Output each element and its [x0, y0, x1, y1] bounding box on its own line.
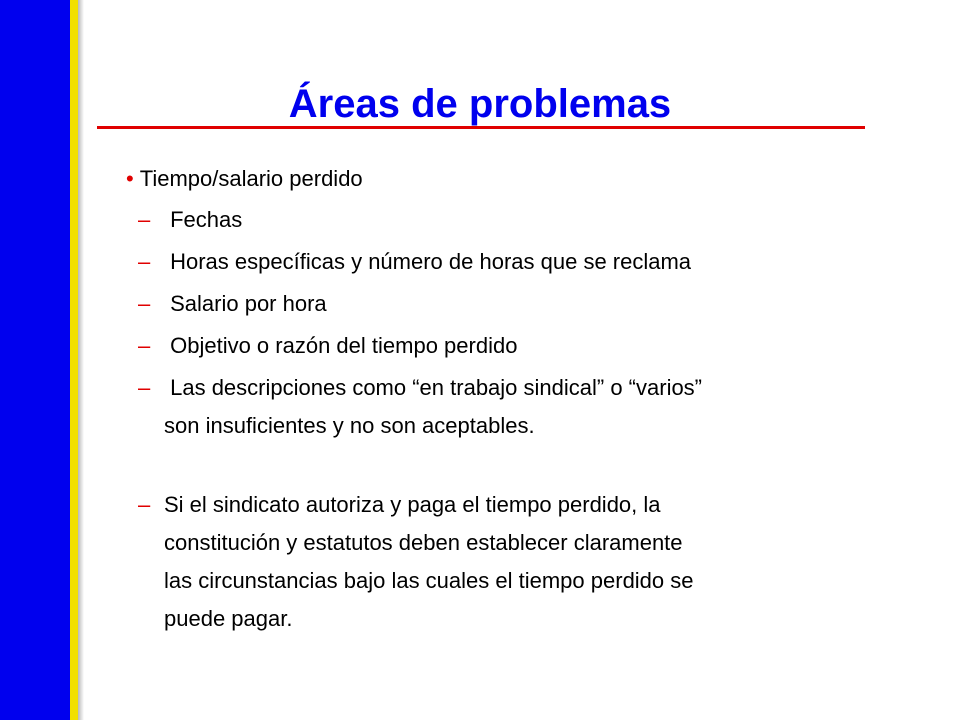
sub-item-objetivo [138, 327, 517, 365]
main-bullet [126, 164, 363, 194]
slide-title: Áreas de problemas [288, 82, 672, 126]
sub-item-line: puede pagar. [164, 606, 293, 631]
sub-item-descripciones [138, 369, 702, 445]
sub-item-text: Salario por hora [164, 291, 327, 316]
dash-marker: – [138, 492, 151, 517]
dash-marker: – [138, 375, 151, 400]
sub-item-text: Si el sindicato autoriza y paga el tiempo perdido, la [164, 492, 661, 517]
sub-item-line: las circunstancias bajo las cuales el tiempo perdido se [164, 568, 694, 593]
left-yellow-stripe [70, 0, 78, 720]
title-underline [97, 126, 865, 129]
sub-item-sindicato [138, 486, 694, 638]
sub-item-text: Las descripciones como “en trabajo sindical” o “varios” [164, 375, 703, 400]
sub-item-line: son insuficientes y no son aceptables. [164, 413, 535, 438]
main-bullet-text: Tiempo/salario perdido [139, 166, 363, 191]
left-shadow [78, 0, 84, 720]
left-blue-bar [0, 0, 70, 720]
sub-item-text: Horas específicas y número de horas que se reclama [164, 249, 692, 274]
sub-item-line [138, 486, 694, 524]
sub-item-fechas [138, 201, 242, 239]
sub-item-line [138, 369, 702, 407]
dash-marker: – [138, 291, 151, 316]
bullet-marker: • [126, 166, 134, 191]
sub-item-text: Objetivo o razón del tiempo perdido [164, 333, 518, 358]
dash-marker: – [138, 207, 151, 232]
sub-item-salario [138, 285, 327, 323]
sub-item-horas [138, 243, 691, 281]
dash-marker: – [138, 249, 151, 274]
dash-marker: – [138, 333, 151, 358]
sub-item-text: Fechas [164, 207, 243, 232]
sub-item-line: constitución y estatutos deben establecer claramente [164, 530, 683, 555]
